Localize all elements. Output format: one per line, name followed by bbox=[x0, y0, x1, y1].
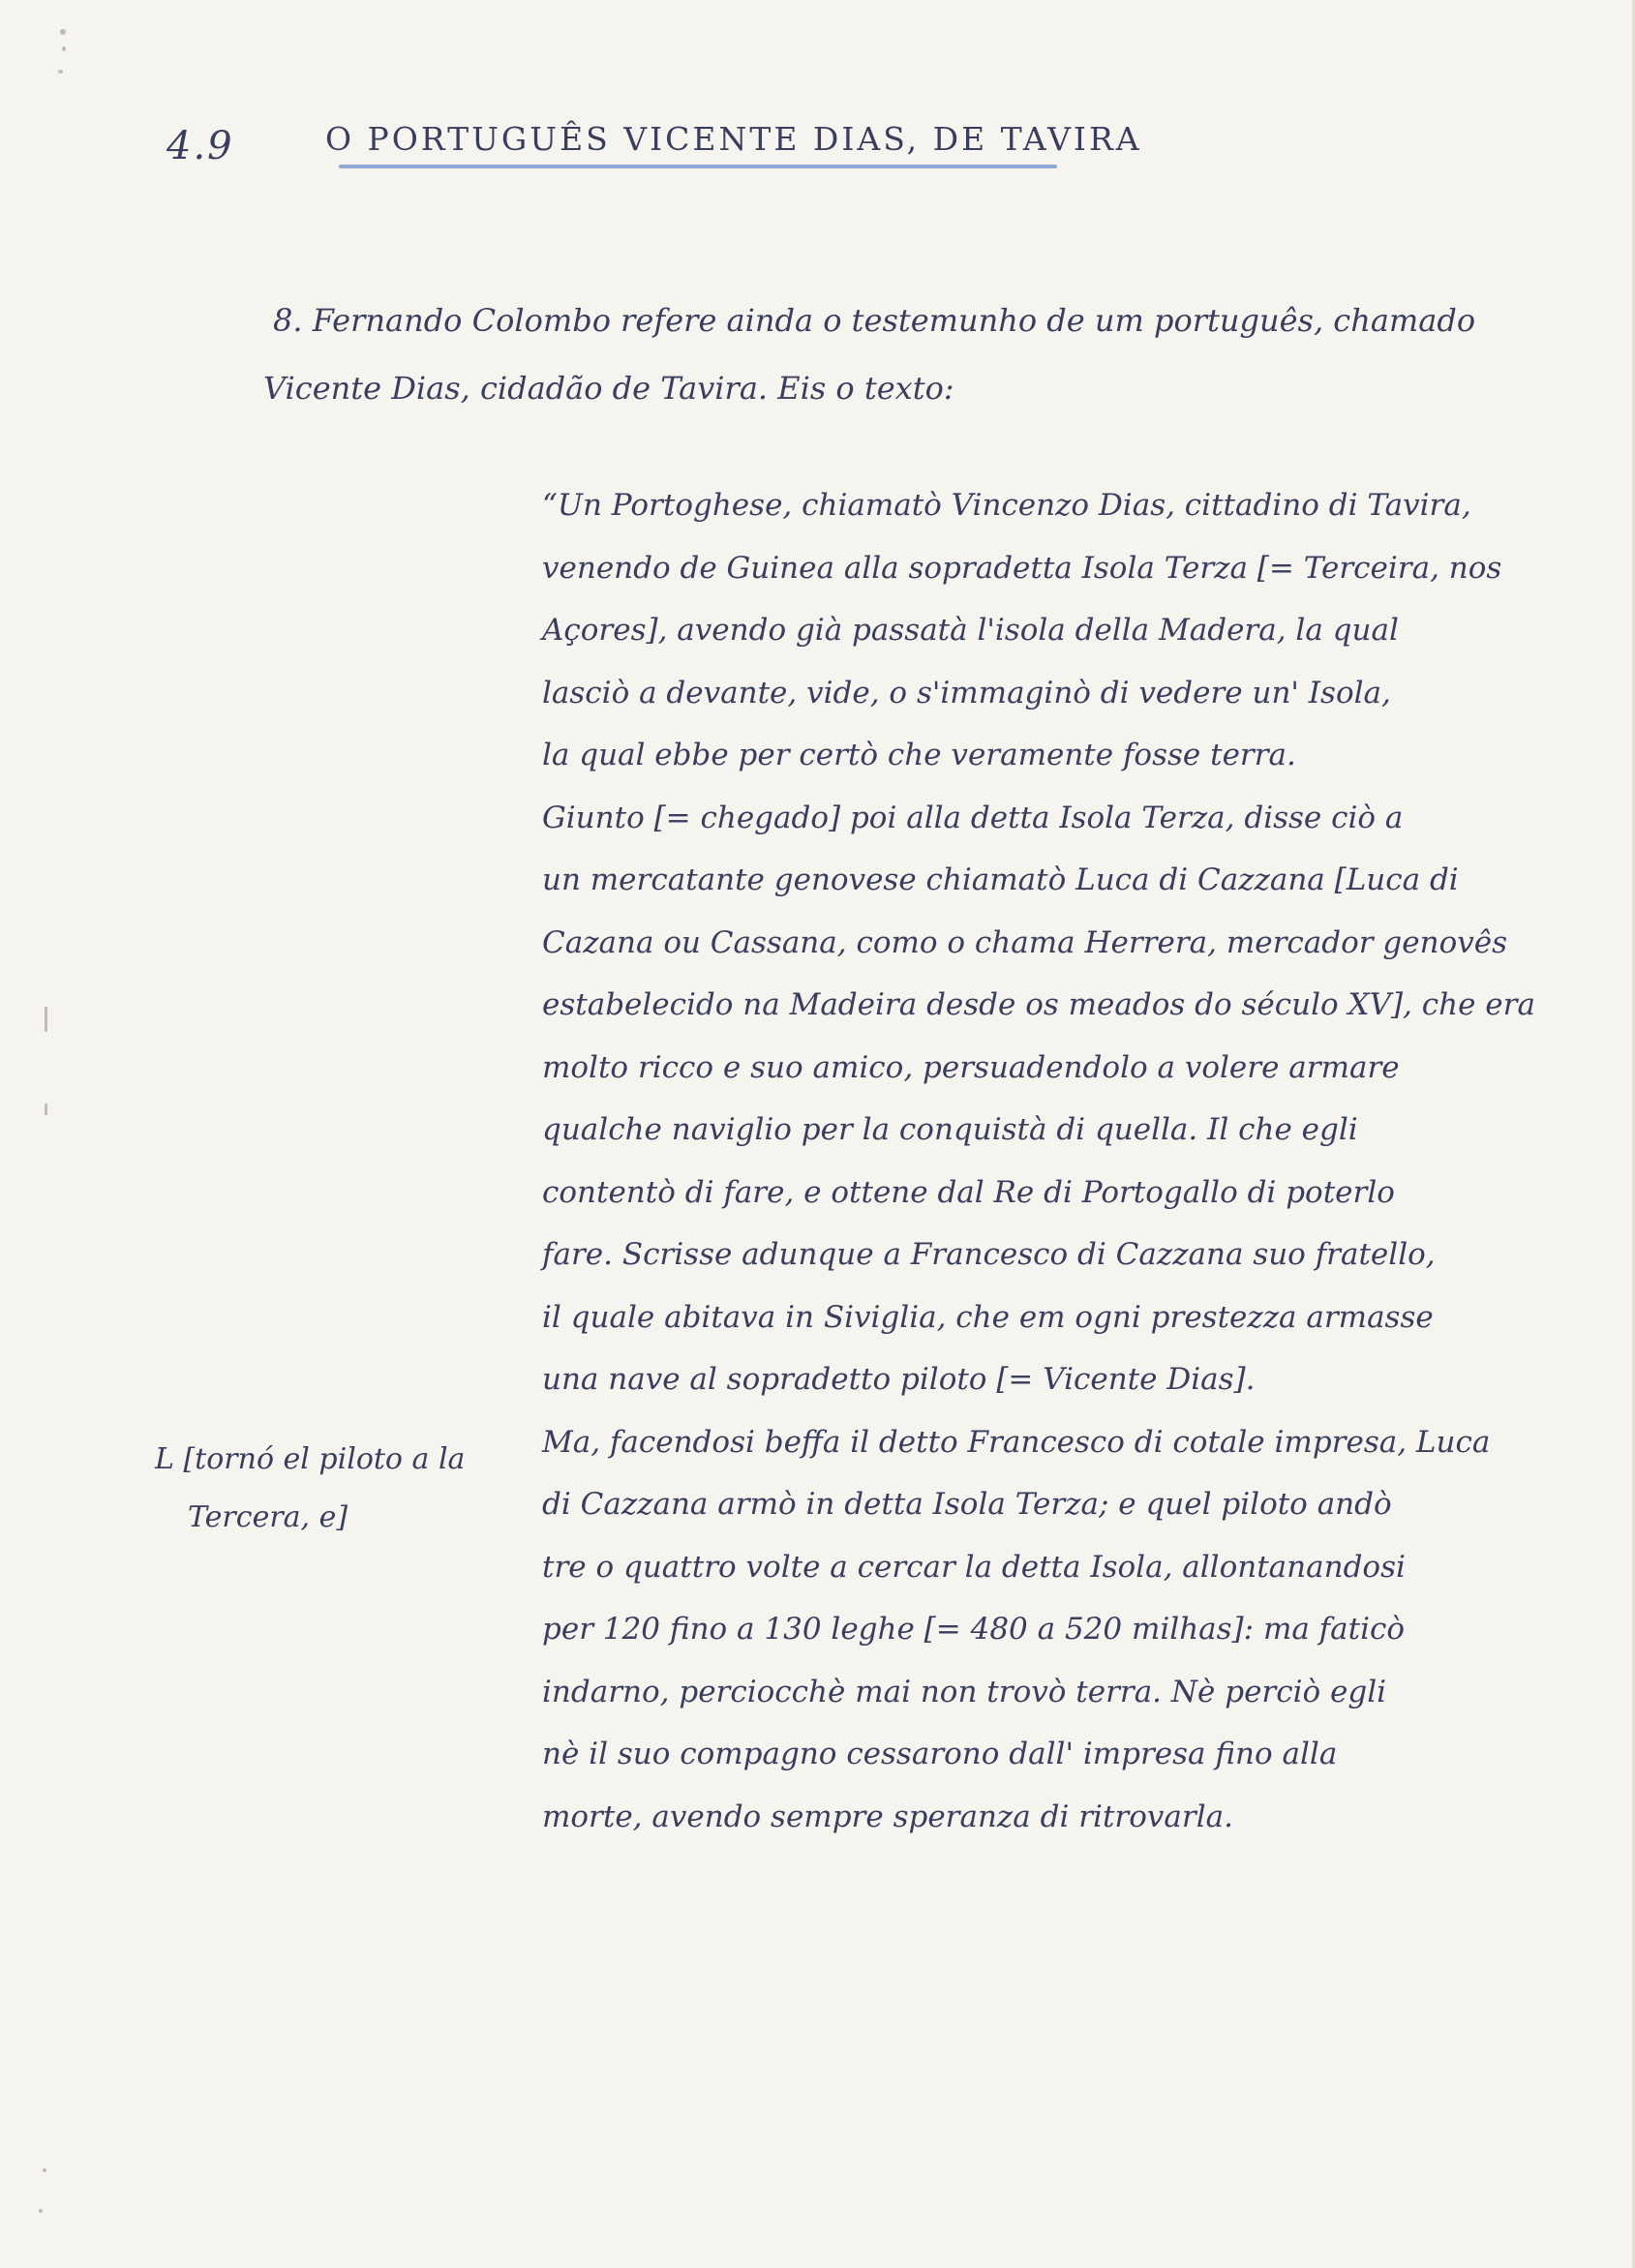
quote-line: per 120 fino a 130 leghe [= 480 a 520 milhas]: ma faticò bbox=[542, 1612, 1406, 1647]
margin-note bbox=[155, 1431, 465, 1547]
quote-line: qualche naviglio per la conquistà di quella. Il che egli bbox=[542, 1112, 1358, 1147]
quoted-passage bbox=[542, 474, 1588, 1848]
paper-mark bbox=[45, 1104, 47, 1115]
quote-line: Ma, facendosi beffa il detto Francesco di cotale impresa, Luca bbox=[542, 1424, 1491, 1460]
quote-line: molto ricco e suo amico, persuadendolo a volere armare bbox=[542, 1049, 1400, 1085]
paper-speck bbox=[39, 2209, 43, 2213]
section-heading: O PORTUGUÊS VICENTE DIAS, DE TAVIRA bbox=[325, 120, 1142, 158]
quote-line: indarno, perciocchè mai non trovò terra. Nè perciò egli bbox=[542, 1674, 1387, 1709]
paper-mark bbox=[45, 1007, 47, 1032]
margin-note-line: Tercera, e] bbox=[188, 1500, 348, 1534]
quote-line: la qual ebbe per certò che veramente fosse terra. bbox=[542, 738, 1296, 772]
quote-line: Cazana ou Cassana, como o chama Herrera, mercador genovês bbox=[542, 924, 1507, 960]
quote-line: di Cazzana armò in detta Isola Terza; e quel piloto andò bbox=[542, 1487, 1392, 1522]
heading-underline bbox=[339, 165, 1057, 168]
quote-line: morte, avendo sempre speranza di ritrovarla. bbox=[542, 1799, 1233, 1834]
quote-line: nè il suo compagno cessarono dall' impresa fino alla bbox=[542, 1737, 1338, 1771]
intro-line: 8. Fernando Colombo refere ainda o testemunho de um português, chamado bbox=[273, 302, 1476, 339]
quote-line: lasciò a devante, vide, o s'immaginò di vedere un' Isola, bbox=[542, 675, 1391, 711]
section-number: 4.9 bbox=[167, 124, 234, 168]
intro-line: Vicente Dias, cidadão de Tavira. Eis o texto: bbox=[263, 370, 954, 407]
paper-speck bbox=[62, 46, 66, 51]
quote-line: venendo de Guinea alla sopradetta Isola Terza [= Terceira, nos bbox=[542, 550, 1502, 586]
paper-speck bbox=[58, 70, 63, 74]
quote-line: contentò di fare, e ottene dal Re di Portogallo di poterlo bbox=[542, 1174, 1395, 1210]
quote-line: una nave al sopradetto piloto [= Vicente Dias]. bbox=[542, 1362, 1256, 1397]
margin-note-line: L [tornó el piloto a la bbox=[155, 1442, 466, 1476]
paper-speck bbox=[60, 29, 66, 35]
paper-speck bbox=[43, 2168, 46, 2172]
quote-line: il quale abitava in Siviglia, che em ogni prestezza armasse bbox=[542, 1299, 1434, 1335]
quote-line: Açores], avendo già passatà l'isola della Madera, la qual bbox=[542, 613, 1399, 648]
quote-line: Giunto [= chegado] poi alla detta Isola Terza, disse ciò a bbox=[542, 800, 1404, 835]
quote-line: tre o quattro volte a cercar la detta Isola, allontanandosi bbox=[542, 1549, 1406, 1585]
quote-line: “Un Portoghese, chiamatò Vincenzo Dias, cittadino di Tavira, bbox=[542, 488, 1471, 523]
quote-line: un mercatante genovese chiamatò Luca di Cazzana [Luca di bbox=[542, 862, 1459, 897]
quote-line: fare. Scrisse adunque a Francesco di Cazzana suo fratello, bbox=[542, 1237, 1436, 1272]
quote-line: estabelecido na Madeira desde os meados do século XV], che era bbox=[542, 987, 1535, 1022]
